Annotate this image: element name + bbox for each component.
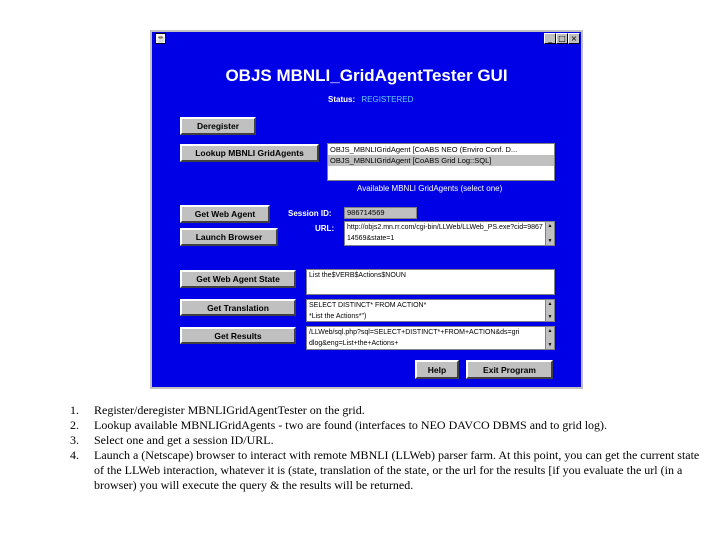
get-results-button[interactable]: Get Results [180, 327, 296, 344]
results-line-2: dlog&eng=List+the+Actions+ [309, 340, 399, 347]
instructions-list [70, 403, 700, 493]
item-text: Select one and get a session ID/URL. [94, 433, 274, 447]
session-id-label: Session ID: [288, 209, 332, 218]
state-text: List the$VERB$Actions$NOUN [309, 272, 406, 279]
minimize-button[interactable]: _ [544, 33, 556, 44]
item-number: 3. [70, 433, 79, 447]
scroll-down-icon[interactable]: ▼ [547, 238, 553, 244]
item-text: Launch a (Netscape) browser to interact with remote MBNLI (LLWeb) parser farm. At this point, you can get the current state of the LLWeb interaction, whatever it is (state, translation of the state, or the url for the results [if you evaluate the url (in a browser) you will execute the query & the results will be returned. [94, 448, 700, 492]
url-scrollbar[interactable] [545, 222, 554, 245]
status-label: Status: [328, 95, 356, 104]
help-button[interactable]: Help [415, 360, 459, 379]
translation-line-1: SELECT DISTINCT* FROM ACTION* [309, 302, 427, 309]
deregister-button[interactable]: Deregister [180, 117, 256, 135]
exit-program-button[interactable]: Exit Program [466, 360, 553, 379]
page-title: OBJS MBNLI_GridAgentTester GUI [225, 66, 508, 85]
item-number: 4. [70, 448, 79, 462]
url-line-1: http://objs2.mn.rr.com/cgi-bin/LLWeb/LLWeb_PS.exe?cid=9867 [347, 224, 543, 231]
launch-browser-button[interactable]: Launch Browser [180, 228, 278, 246]
list-item[interactable]: OBJS_MBNLIGridAgent [CoABS NEO (Enviro Conf. D... [330, 145, 518, 154]
scroll-up-icon[interactable]: ▲ [547, 223, 553, 229]
java-app-icon[interactable]: ☕ [156, 34, 166, 43]
app-window [150, 30, 583, 389]
state-field[interactable] [306, 269, 555, 295]
results-scrollbar[interactable] [545, 327, 554, 349]
close-button[interactable]: × [568, 33, 580, 44]
results-line-1: /LLWeb/sql.php?sql=SELECT+DISTINCT*+FROM+ACTION&ds=gri [309, 329, 520, 336]
get-translation-button[interactable]: Get Translation [180, 299, 296, 316]
results-field[interactable] [306, 326, 555, 350]
scroll-up-icon[interactable]: ▲ [547, 301, 553, 307]
scroll-down-icon[interactable]: ▼ [547, 342, 553, 348]
item-number: 1. [70, 403, 79, 417]
item-text: Lookup available MBNLIGridAgents - two are found (interfaces to NEO DAVCO DBMS and to grid log). [94, 418, 608, 432]
get-web-agent-state-button[interactable]: Get Web Agent State [180, 270, 296, 288]
list-item-selected[interactable]: OBJS_MBNLIGridAgent [CoABS Grid Log::SQL] [328, 155, 554, 166]
lookup-gridagents-button[interactable]: Lookup MBNLI GridAgents [180, 144, 319, 162]
item-text: Register/deregister MBNLIGridAgentTester on the grid. [94, 403, 365, 417]
get-web-agent-button[interactable]: Get Web Agent [180, 205, 270, 223]
url-line-2: 14569&state=1 [347, 235, 395, 242]
title-bar[interactable] [152, 32, 581, 47]
translation-scrollbar[interactable] [545, 300, 554, 321]
session-id-value: 986714569 [347, 208, 385, 217]
item-number: 2. [70, 418, 79, 432]
scroll-down-icon[interactable]: ▼ [547, 314, 553, 320]
status-value: REGISTERED [361, 95, 414, 104]
status-line [328, 95, 413, 104]
maximize-button[interactable]: □ [556, 33, 568, 44]
translation-field[interactable] [306, 299, 555, 322]
scroll-up-icon[interactable]: ▲ [547, 328, 553, 334]
gridagents-caption: Available MBNLI GridAgents (select one) [357, 184, 503, 193]
gridagents-list[interactable] [327, 143, 555, 181]
translation-line-2: *List the Actions*") [309, 313, 367, 320]
url-label: URL: [315, 224, 335, 233]
url-field[interactable] [344, 221, 555, 246]
session-id-field [344, 207, 417, 219]
list-item [70, 403, 700, 418]
list-item [70, 418, 700, 433]
list-item [70, 433, 700, 448]
list-item [70, 448, 700, 493]
